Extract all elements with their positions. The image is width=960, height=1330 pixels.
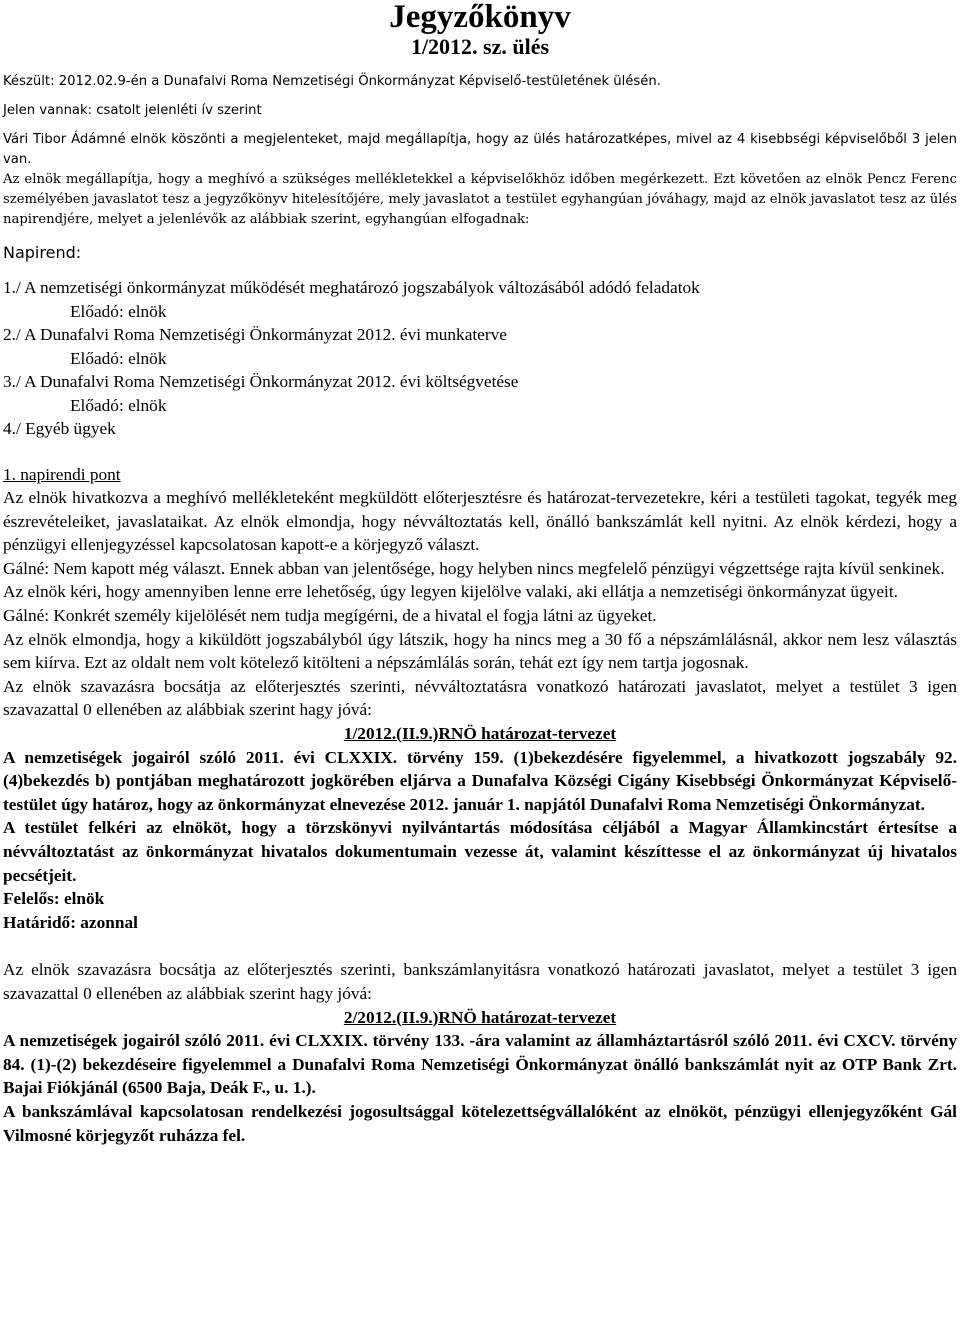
resolution-2-heading: 2/2012.(II.9.)RNÖ határozat-tervezet [343,1007,617,1027]
agenda-item-1: 1./ A nemzetiségi önkormányzat működését meghatározó jogszabályok változásából adódó feladatok [3,278,700,297]
intro-paragraph-2b: Ezt követően az elnök Pencz Ferenc személyében javaslatot tesz a jegyzőkönyv hitelesítőjére, mely javaslatot a testület egyhangúan jóváhagy, majd az elnök javaslatot tesz az ülés napirendjére, melyet a jelenlévők az alábbiak szerint, egyhangúan elfogadnak: [3,172,957,227]
resolution-1-responsible: Felelős: elnök [3,889,105,909]
section-1-paragraph-4: Gálné: Konkrét személy kijelölését nem tudja megígérni, de a hivatal el fogja látni az ügyeket. [3,606,657,626]
resolution-2-text-2: A bankszámlával kapcsolatosan rendelkezési jogosultsággal kötelezettségvállalóként az elnököt, pénzügyi ellenjegyzőként Gál Vilmosné körjegyzőt ruházza fel. [3,1101,957,1145]
resolution-1-text-2: A testület felkéri az elnököt, hogy a törzskönyvi nyilvántartás módosítása céljából a Magyar Államkincstárt értesítse a névváltoztatást az önkormányzat hivatalos dokumentumain vezesse át, valamint készíttesse el az önkormányzat új hivatalos pecsétjeit. [3,818,957,885]
session-number: 1/2012. sz. ülés [410,34,550,59]
agenda-item-3: 3./ A Dunafalvi Roma Nemzetiségi Önkormányzat 2012. évi költségvetése [3,372,519,391]
section-1-paragraph-1: Az elnök hivatkozva a meghívó mellékleteként megküldött előterjesztésre és határozat-tervezetekre, kéri a testületi tagokat, tegyék meg észrevételeiket, javaslataikat. Az elnök elmondja, hogy névváltoztatás kell, önálló bankszámlát kell nyitni. Az elnök kérdezi, hogy a pénzügyi ellenjegyzéssel kapcsolatosan kapott-e a körjegyző választ. [3,488,957,555]
agenda-list [3,276,957,441]
agenda-item-2: 2./ A Dunafalvi Roma Nemzetiségi Önkormányzat 2012. évi munkaterve [3,325,507,344]
resolution-2-text-1: A nemzetiségek jogairól szóló 2011. évi CLXXIX. törvény 133. -ára valamint az államháztartásról szóló 2011. évi CXCV. törvény 84. (1)-(2) bekezdéseire figyelemmel a Dunafalvi Roma Nemzetiségi Önkormányzat önálló bankszámlát nyit az OTP Bank Zrt. Bajai Fiókjánál (6500 Baja, Deák F., u. 1.). [3,1031,957,1098]
section-1-paragraph-6: Az elnök szavazásra bocsátja az előterjesztés szerinti, névváltoztatásra vonatkozó határozati javaslatot, melyet a testület 3 igen szavazattal 0 ellenében az alábbiak szerint hagy jóvá: [3,676,957,720]
intro-paragraph: Vári Tibor Ádámné elnök köszönti a megjelenteket, majd megállapítja, hogy az ülés határozatképes, mivel az 4 kisebbségi képviselőből 3 jelen van. [3,132,957,167]
agenda-presenter-3: Előadó: elnök [70,395,167,415]
made-line: Készült: 2012.02.9-én a Dunafalvi Roma Nemzetiségi Önkormányzat Képviselő-testületének ülésén. [3,74,661,89]
agenda-presenter-1: Előadó: elnök [70,301,167,321]
resolution-1-deadline: Határidő: azonnal [3,912,138,932]
section-1-paragraph-2: Gálné: Nem kapott még választ. Ennek abban van jelentősége, hogy helyben nincs megfelelő pénzügyi végzettsége rajta kívül senkinek. [3,558,945,578]
resolution-1-heading: 1/2012.(II.9.)RNÖ határozat-tervezet [343,724,617,744]
agenda-heading: Napirend: [3,243,82,262]
intro-paragraph-2 [3,170,957,230]
resolution-1-text-1: A nemzetiségek jogairól szóló 2011. évi CLXXIX. törvény 159. (1)bekezdésére figyelemmel, a hivatkozott jogszabály 92. (4)bekezdés b) pontjában meghatározott jogkörében eljárva a Dunafalva Községi Cigány Kisebbségi Önkormányzat Képviselő-testület úgy határoz, hogy az önkormányzat elnevezése 2012. január 1. napjától Dunafalvi Roma Nemzetiségi Önkormányzat. [3,747,957,814]
section-1-paragraph-3: Az elnök kéri, hogy amennyiben lenne erre lehetőség, úgy legyen kijelölve valaki, aki ellátja a nemzetiségi önkormányzat ügyeit. [3,582,898,602]
section-1-heading: 1. napirendi pont [3,464,121,484]
vote-2-paragraph: Az elnök szavazásra bocsátja az előterjesztés szerinti, bankszámlanyitásra vonatkozó határozati javaslatot, melyet a testület 3 igen szavazattal 0 ellenében az alábbiak szerint hagy jóvá: [3,960,957,1003]
section-1-paragraph-5: Az elnök elmondja, hogy a kiküldött jogszabályból úgy látszik, hogy ha nincs meg a 30 fő a népszámlálásnál, akkor nem lesz választás sem kiírva. Ezt az oldalt nem volt kötelező kitölteni a népszámlálás során, tehát ezt így nem tartja jogosnak. [3,629,957,673]
agenda-item-4: 4./ Egyéb ügyek [3,419,116,438]
present-line: Jelen vannak: csatolt jelenléti ív szerint [3,103,262,118]
agenda-presenter-2: Előadó: elnök [70,348,167,368]
intro-paragraph-2a: Az elnök megállapítja, hogy a meghívó a szükséges mellékletekkel a képviselőkhöz időben megérkezett. [3,172,709,187]
document-title: Jegyzőkönyv [389,0,571,35]
